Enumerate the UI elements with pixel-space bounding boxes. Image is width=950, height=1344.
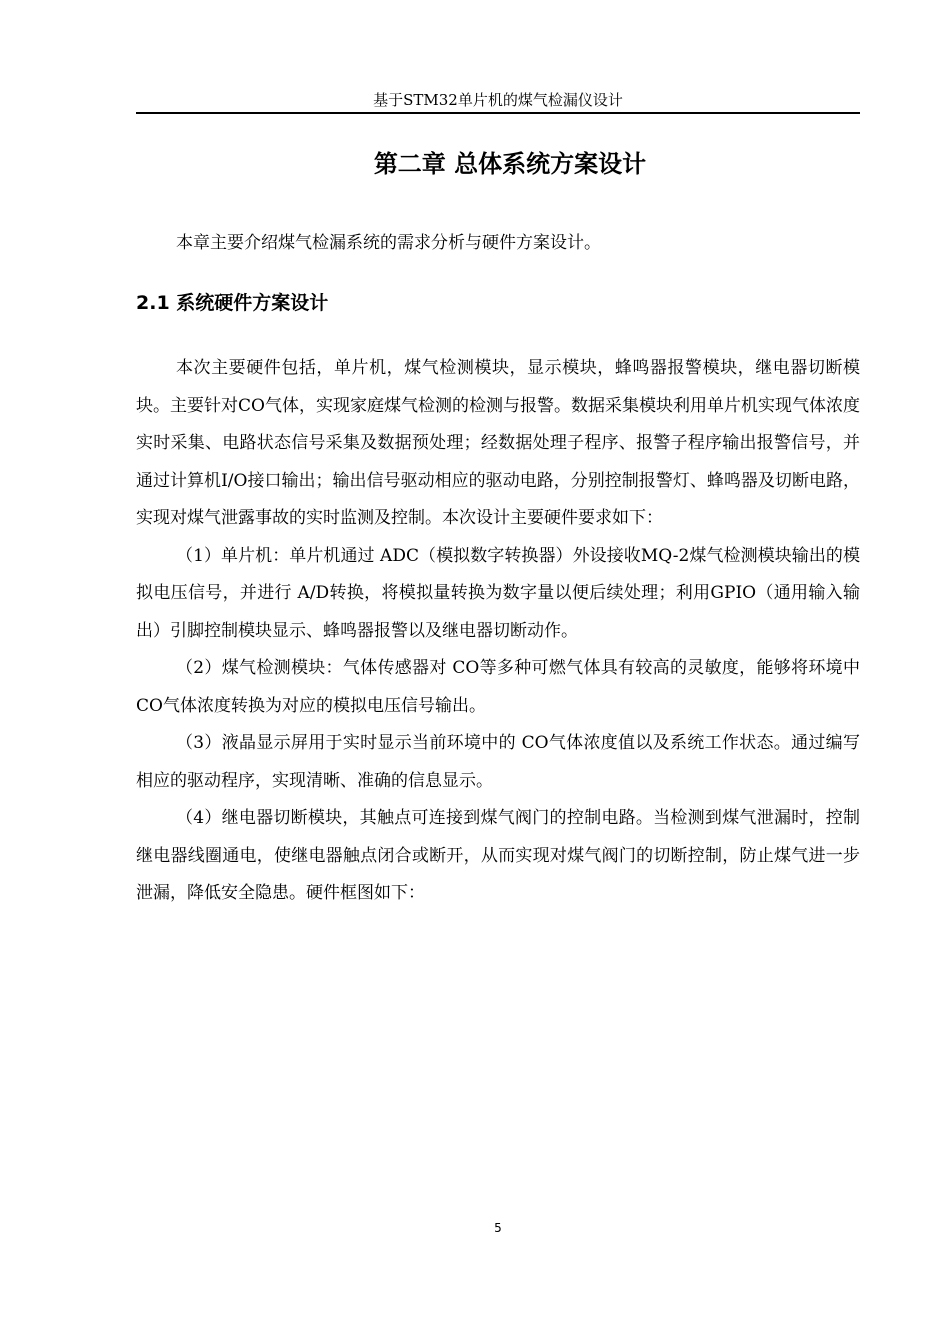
paragraph-relay: （4）继电器切断模块，其触点可连接到煤气阀门的控制电路。当检测到煤气泄漏时，控制继电器线圈通电，使继电器触点闭合或断开，从而实现对煤气阀门的切断控制，防止煤气进一步泄漏，降低安全隐患。硬件框图如下： — [136, 808, 860, 903]
header-divider — [136, 112, 860, 114]
paragraph-gas-sensor: （2）煤气检测模块：气体传感器对 CO等多种可燃气体具有较高的灵敏度，能够将环境中 CO气体浓度转换为对应的模拟电压信号输出。 — [136, 658, 860, 716]
section-body — [136, 350, 860, 913]
running-header: 基于STM32单片机的煤气检漏仪设计 — [373, 91, 623, 109]
section-heading: 2.1 系统硬件方案设计 — [136, 292, 329, 314]
paragraph-overview: 本次主要硬件包括，单片机，煤气检测模块，显示模块，蜂鸣器报警模块，继电器切断模块。主要针对CO气体，实现家庭煤气检测的检测与报警。数据采集模块利用单片机实现气体浓度实时采集、电路状态信号采集及数据预处理；经数据处理子程序、报警子程序输出报警信号，并通过计算机I/O接口输出；输出信号驱动相应的驱动电路，分别控制报警灯、蜂鸣器及切断电路，实现对煤气泄露事故的实时监测及控制。本次设计主要硬件要求如下： — [136, 358, 860, 528]
chapter-title: 第二章 总体系统方案设计 — [373, 150, 647, 178]
paragraph-lcd: （3）液晶显示屏用于实时显示当前环境中的 CO气体浓度值以及系统工作状态。通过编写相应的驱动程序，实现清晰、准确的信息显示。 — [136, 733, 860, 791]
page-number: 5 — [494, 1221, 502, 1235]
chapter-intro: 本章主要介绍煤气检漏系统的需求分析与硬件方案设计。 — [176, 233, 601, 253]
paragraph-mcu: （1）单片机：单片机通过 ADC（模拟数字转换器）外设接收MQ-2煤气检测模块输出的模拟电压信号，并进行 A/D转换，将模拟量转换为数字量以便后续处理；利用GPIO（通用输入输出）引脚控制模块显示、蜂鸣器报警以及继电器切断动作。 — [136, 545, 860, 641]
